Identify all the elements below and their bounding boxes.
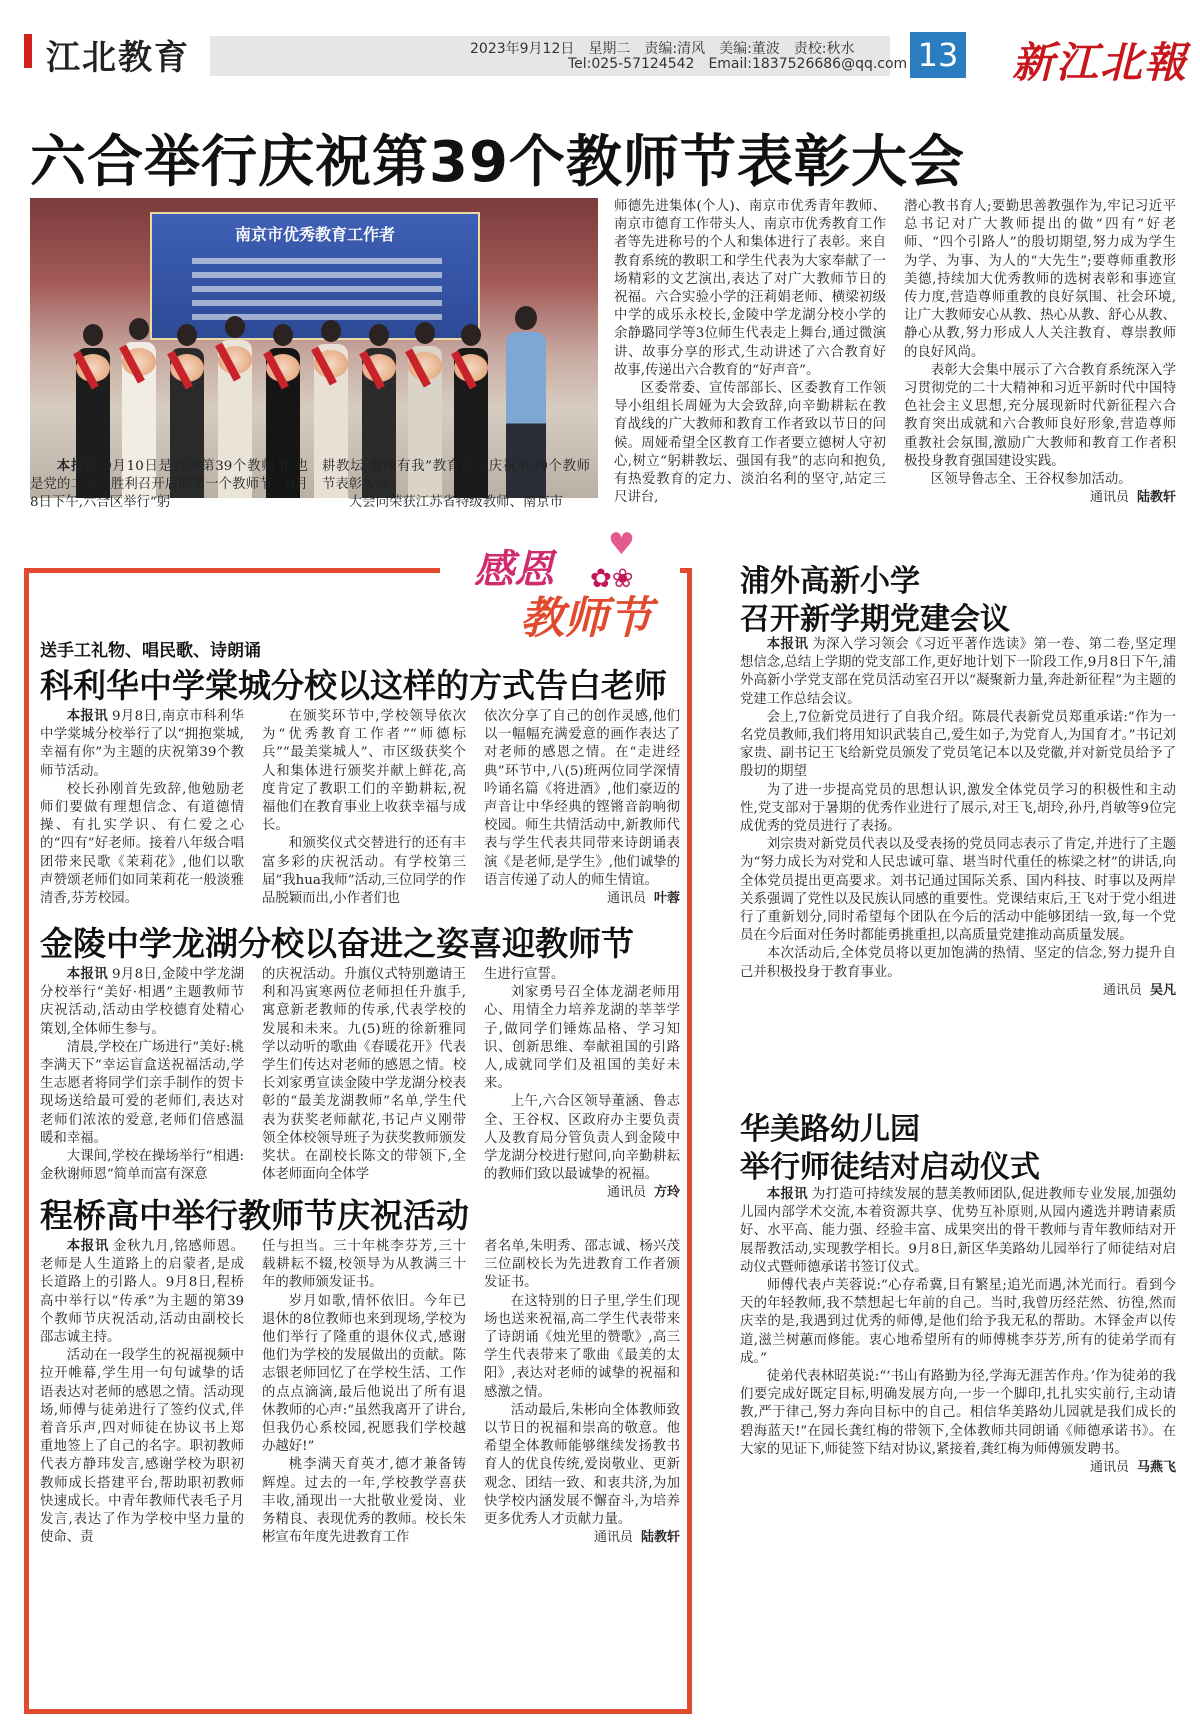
- paragraph: 和颁奖仪式交替进行的还有丰富多彩的庆祝活动。有学校第三届“我hua我师”活动,三位同学的作品脱颖而出,小作者们也: [262, 836, 466, 907]
- banner-row: [192, 258, 442, 264]
- story-headline-line-2: 召开新学期党建会议: [740, 602, 1010, 637]
- contact-email: Email:1837526686@qq.com: [708, 56, 908, 72]
- paragraph: 本次活动后,全体党员将以更加饱满的热情、坚定的信念,努力提升自己并积极投身于教育事业。: [740, 946, 1176, 980]
- newspaper-masthead: 新江北報: [1012, 38, 1189, 87]
- story-headline-line-2: 举行师徒结对启动仪式: [740, 1150, 1040, 1185]
- paragraph: 徒弟代表林昭英说:“‘书山有路勤为径,学海无涯苦作舟。’作为徒弟的我们要完成好既定目标,明确发展方向,一步一个脚印,扎扎实实前行,主动请教,严于律己,努力奔向目标中的自己。相信华美路幼儿园就是我们成长的碧海蓝天!”在园长龚红梅的带领下,全体教师共同朗诵《师德承诺书》。在大家的见证下,师徒签下结对协议,紧接着,龚红梅为师傅颁发聘书。: [740, 1369, 1176, 1457]
- contact-tel: Tel:025-57124542: [568, 56, 695, 72]
- feature-story3-column-1: 本报讯 金秋九月,铭感师恩。老师是人生道路上的启蒙者,是成长道路上的引路人。9月8日,程桥高中举行以“传承”为主题的第39个教师节庆祝活动,活动由副校长邵志诚主持。 活动在一段学生的祝福视频中拉开帷幕,学生用一句句诚挚的话语表达对老师的感恩之情。活动现场,师傅与徒弟进行了签约仪式,伴着音乐声,四对师徒在协议书上郑重地签上了自己的名字。职初教师代表方静玮发言,感谢学校为职初教师成长搭建平台,帮助职初教师快速成长。中青年教师代表毛子月发言,表达了作为学校中坚力量的使命、责: [40, 1238, 244, 1708]
- right-story2-body: 本报讯 为打造可持续发展的慧美教师团队,促进教师专业发展,加强幼儿园内部学术交流,本着资源共享、优势互补原则,从园内遴选并聘请素质好、水平高、能力强、经验丰富、成果突出的骨干教师与青年教师结对开展帮教活动,实现教学相长。9月8日,新区华美路幼儿园举行了师徒结对启动仪式暨师德承诺书签订仪式。 师傅代表卢芙蓉说:“心存希冀,目有繁星;追光而遇,沐光而行。看到今天的年轻教师,我不禁想起七年前的自己。当时,我曾历经茫然、彷徨,然而庆幸的是,我遇到过优秀的师傅,是他们给予我无私的帮助。木铎金声以传道,滋兰树蕙而修能。衷心地希望所有的师傅桃李芬芳,所有的徒弟学而有成。” 徒弟代表林昭英说:“‘书山有路勤为径,学海无涯苦作舟。’作为徒弟的我们要完成好既定目标,明确发展方向,一步一个脚印,扎扎实实前行,主动请教,严于律己,努力奔向目标中的自己。相信华美路幼儿园就是我们成长的碧海蓝天!”在园长龚红梅的带领下,全体教师共同朗诵《师德承诺书》。在大家的见证下,师徒签下结对协议,紧接着,龚红梅为师傅颁发聘书。 通讯员 马燕飞: [740, 1186, 1176, 1716]
- feature-story2-column-1: 本报讯 9月8日,金陵中学龙湖分校举行“美好·相遇”主题教师节庆祝活动,活动由学校德育处精心策划,全体师生参与。 清晨,学校在广场进行“美好:桃李满天下”幸运盲盒送祝福活动,学生志愿者将同学们亲手制作的贺卡现场送给最可爱的老师们,表达对老师们浓浓的爱意,老师们倍感温暖和幸福。 大课间,学校在操场举行“相遇:金秋谢师恩”简单而富有深意: [40, 966, 244, 1184]
- byline: 通讯员 马燕飞: [1089, 1460, 1176, 1476]
- paragraph: 耕教坛,强国有我”教育系统庆祝第39个教师节表彰大会。: [322, 459, 590, 493]
- story-headline: 科利华中学棠城分校以这样的方式告白老师: [40, 666, 667, 705]
- section-name: 江北教育: [46, 38, 190, 78]
- paragraph: 9月10日是我国第39个教师节,也是党的二十大胜利召开后的第一个教师节。9月8日下午,六合区举行“躬: [30, 459, 309, 511]
- paragraph: 者名单,朱明秀、邵志诚、杨兴茂三位副校长为先进教育工作者颁发证书。: [484, 1239, 680, 1291]
- feature-story1-column-1: 本报讯 9月8日,南京市科利华中学棠城分校举行了以“拥抱棠城,幸福有你”为主题的庆祝第39个教师节活动。 校长孙刚首先致辞,他勉励老师们要做有理想信念、有道德情操、有扎实学识、有仁爱之心的“四有”好老师。接着八年级合唱团带来民歌《茉莉花》,他们以歌声赞颂老师们如同茉莉花一般淡雅清香,芬芳校园。: [40, 708, 244, 908]
- issue-weekday: 星期二: [588, 41, 631, 57]
- paragraph: 活动最后,朱彬向全体教师致以节日的祝福和崇高的敬意。他希望全体教师能够继续发扬教书育人的优良传统,爱岗敬业、更新观念、团结一致、和衷共济,为加快学校内涵发展不懈奋斗,为培养更多优秀人才贡献力量。: [484, 1402, 680, 1528]
- paragraph: 依次分享了自己的创作灵感,他们以一幅幅充满爱意的画作表达了对老师的感恩之情。在“走进经典”环节中,八(5)班两位同学深情吟诵名篇《将进酒》,他们豪迈的声音让中华经典的铿锵音韵响彻校园。师生共情活动中,新教师代表与学生代表共同带来诗朗诵表演《是老师,是学生》,他们诚挚的语言传递了动人的师生情谊。: [484, 709, 680, 888]
- feature-story1-column-3: [484, 708, 680, 908]
- section-accent-bar: [24, 34, 32, 68]
- byline: 通讯员 吴凡: [1102, 982, 1176, 998]
- paragraph: 区领导鲁志全、王谷权参加活动。: [930, 472, 1132, 488]
- paragraph: 活动在一段学生的祝福视频中拉开帷幕,学生用一句句诚挚的话语表达对老师的感恩之情。活动现场,师傅与徒弟进行了签约仪式,伴着音乐声,四对师徒在协议书上郑重地签上了自己的名字。职初教师代表方静玮发言,感谢学校为职初教师成长搭建平台,帮助职初教师快速成长。中青年教师代表毛子月发言,表达了作为学校中坚力量的使命、责: [40, 1348, 244, 1546]
- lead-story-column-3: [614, 198, 886, 552]
- paragraph: 刘宗贵对新党员代表以及受表扬的党员同志表示了肯定,并进行了主题为“努力成长为对党和人民忠诚可靠、堪当时代重任的栋梁之材”的讲话,向全体党员提出更高要求。刘书记通过国际关系、国内科技、时事以及两岸关系强调了党性以及民族认同感的重要性。党课结束后,王飞对于党小组进行了重新划分,同时希望每个团队在今后的活动中能够团结一致,每一个党员在今后面对任务时都能勇挑重担,以高质量党建推动高质量发展。: [740, 837, 1176, 944]
- byline: 通讯员 叶蓉: [606, 891, 680, 907]
- banner-title: 南京市优秀教育工作者: [234, 225, 395, 244]
- story-headline-line-1: 华美路幼儿园: [740, 1112, 920, 1147]
- paragraph: 潜心教书育人;要勤思善教强作为,牢记习近平总书记对广大教师提出的做“四有”好老师、“四个引路人”的殷切期望,努力成为学生为学、为事、为人的“大先生”;要尊师重教形美德,持续加大优秀教师的选树表彰和事迹宣传力度,营造尊师重教的良好氛围、社会环境,让广大教师安心从教、热心从教、舒心从教、静心从教,努力形成人人关注教育、尊崇教师的良好风尚。: [904, 199, 1176, 360]
- paragraph: 的庆祝活动。升旗仪式特别邀请王利和冯寅寒两位老师担任升旗手,寓意新老教师的传承,代表学校的发展和未来。九(5)班的徐新雅同学以动听的歌曲《春暖花开》代表学生们传达对老师的感恩之情。校长刘家勇宣读金陵中学龙湖分校表彰的“最美龙湖教师”名单,学生代表为获奖老师献花,书记卢义刚带领全体校领导班子为获奖教师颁发奖状。在副校长陈文的带领下,全体老师面向全体学: [262, 967, 466, 1183]
- logo-line-1: 感恩: [474, 546, 554, 593]
- paragraph: 在这特别的日子里,学生们现场也送来祝福,高二学生代表带来了诗朗诵《烛光里的赞歌》,高三学生代表带来了歌曲《最美的太阳》,表达对老师的诚挚的祝福和感激之情。: [484, 1293, 680, 1400]
- designer-credit: 美编:董波: [719, 41, 780, 57]
- feature-story2-column-3: 生进行宣誓。 刘家勇号召全体龙湖老师用心、用情全力培养龙湖的莘莘学子,做同学们锤炼品格、学习知识、创新思维、奉献祖国的引路人,成就同学们及祖国的美好未来。 上午,六合区领导董涵、鲁志全、王谷权、区政府办主要负责人及教育局分管负责人到金陵中学龙湖分校进行慰问,向辛勤耕耘的教师们致以最诚挚的祝福。 通讯员 方玲: [484, 966, 680, 1184]
- issue-info-line: [470, 38, 869, 58]
- byline: 通讯员 陆教轩: [1089, 490, 1176, 506]
- feature-story1-column-2: [262, 708, 466, 908]
- proofreader-credit: 责校:秋水: [793, 41, 855, 57]
- banner-row: [192, 286, 442, 292]
- award-ceremony-photo: [30, 198, 598, 498]
- paragraph: 为了进一步提高党员的思想认识,激发全体党员学习的积极性和主动性,党支部对于暑期的优秀作业进行了展示,对王飞,胡玲,孙丹,肖敏等9位完成优秀的党员进行了表扬。: [740, 782, 1176, 835]
- teachers-day-logo: [440, 520, 680, 646]
- byline: 通讯员 陆教轩: [593, 1530, 680, 1546]
- paragraph: 区委常委、宣传部部长、区委教育工作领导小组组长周娅为大会致辞,向辛勤耕耘在教育战线的广大教师和教育工作者致以节日的问候。周娅希望全区教育工作者要立德树人守初心,树立“躬耕教坛、强国有我”的志向和抱负,有热爱教育的定力、淡泊名利的坚守,站定三尺讲台,: [614, 381, 886, 506]
- heart-icon: ♥: [608, 527, 635, 562]
- paragraph: 会上,7位新党员进行了自我介绍。陈晨代表新党员郑重承诺:“作为一名党员教师,我们将用知识武装自己,爱生如子,为党育人,为国育才。”书记刘家贵、副书记王飞给新党员颁发了党员笔记本以及党徽,并对新党员给予了殷切的期望: [740, 709, 1176, 780]
- editor-credit: 责编:清风: [644, 41, 706, 57]
- flower-icon: ✿❀: [590, 564, 634, 594]
- paragraph: 生进行宣誓。: [484, 967, 565, 982]
- byline: 通讯员 方玲: [606, 1185, 680, 1201]
- paragraph: 表彰大会集中展示了六合教育系统深入学习贯彻党的二十大精神和习近平新时代中国特色社会主义思想,充分展现新时代新征程六合教育突出成就和六合教师良好形象,营造尊师重教社会氛围,激励广大教师和教育工作者积极投身教育强国建设实践。: [904, 362, 1176, 469]
- feature-story3-column-3: [484, 1238, 680, 1708]
- paragraph: 岁月如歌,情怀依旧。今年已退休的8位教师也来到现场,学校为他们举行了隆重的退休仪式,感谢他们为学校的发展做出的贡献。陈志银老师回忆了在学校生活、工作的点点滴滴,最后他说出了所有退休教师的心声:“虽然我离开了讲台,但我仍心系校园,祝愿我们学校越办越好!”: [262, 1293, 466, 1455]
- paragraph: 在颁奖环节中,学校领导依次为“优秀教育工作者”“师德标兵”“最美棠城人”、市区级获奖个人和集体进行颁奖并献上鲜花,高度肯定了教职工们的辛勤耕耘,祝福他们在教育事业上收获幸福与成长。: [262, 709, 466, 834]
- banner-row: [192, 300, 442, 306]
- story-headline: 程桥高中举行教师节庆祝活动: [40, 1196, 469, 1235]
- page-number: 13: [910, 32, 966, 78]
- paragraph: 大会向荣获江苏省特级教师、南京市: [348, 495, 564, 511]
- lead-headline: 六合举行庆祝第39个教师节表彰大会: [30, 130, 965, 195]
- paragraph: 桃李满天育英才,德才兼备铸辉煌。过去的一年,学校教学喜获丰收,涌现出一大批敬业爱岗、业务精良、表现优秀的教师。校长朱彬宣布年度先进教育工作: [262, 1457, 466, 1546]
- paragraph: 大课间,学校在操场举行“相遇:金秋谢师恩”简单而富有深意: [40, 1149, 244, 1183]
- paragraph: 清晨,学校在广场进行“美好:桃李满天下”幸运盲盒送祝福活动,学生志愿者将同学们亲手制作的贺卡现场送给最可爱的老师们,表达对老师们浓浓的爱意,老师们倍感温暖和幸福。: [40, 1039, 244, 1146]
- feature-story3-column-2: [262, 1238, 466, 1708]
- story-headline: 金陵中学龙湖分校以奋进之姿喜迎教师节: [40, 924, 634, 963]
- paragraph: 校长孙刚首先致辞,他勉励老师们要做有理想信念、有道德情操、有扎实学识、有仁爱之心的“四有”好老师。接着八年级合唱团带来民歌《茉莉花》,他们以歌声赞颂老师们如同茉莉花一般淡雅清香,芬芳校园。: [40, 781, 244, 907]
- lead-story-column-1: [30, 458, 308, 548]
- page-header: [0, 0, 1200, 100]
- contact-info-line: [568, 56, 921, 72]
- logo-line-2: 教师节: [520, 593, 652, 644]
- banner-row: [192, 272, 442, 278]
- paragraph: 任与担当。三十年桃李芬芳,三十载耕耘不辍,校领导为从教满三十年的教师颁发证书。: [262, 1239, 466, 1291]
- story-kicker: 送手工礼物、唱民歌、诗朗诵: [40, 641, 261, 661]
- lead-marker: 本报讯: [56, 459, 100, 474]
- lead-story-column-4: [904, 198, 1176, 552]
- right-story1-body: 本报讯 为深入学习领会《习近平著作选读》第一卷、第二卷,坚定理想信念,总结上学期的党支部工作,更好地计划下一阶段工作,9月8日下午,浦外高新小学党支部在党员活动室召开以“凝聚新力量,奔赴新征程”为主题的党建工作总结会议。 会上,7位新党员进行了自我介绍。陈晨代表新党员郑重承诺:“作为一名党员教师,我们将用知识武装自己,爱生如子,为党育人,为国育才。”书记刘家贵、副书记王飞给新党员颁发了党员笔记本以及党徽,并对新党员给予了殷切的期望 为了进一步提高党员的思想认识,激发全体党员学习的积极性和主动性,党支部对于暑期的优秀作业进行了展示,对王飞,胡玲,孙丹,肖敏等9位完成优秀的党员进行了表扬。 刘宗贵对新党员代表以及受表扬的党员同志表示了肯定,并进行了主题为“努力成长为对党和人民忠诚可靠、堪当时代重任的栋梁之材”的讲话,向全体党员提出更高要求。刘书记通过国际关系、国内科技、时事以及两岸关系强调了党性以及民族认同感的重要性。党课结束后,王飞对于党小组进行了重新划分,同时希望每个团队在今后的活动中能够团结一致,每一个党员在今后面对任务时都能勇挑重担,以高质量党建推动高质量发展。 本次活动后,全体党员将以更加饱满的热情、坚定的信念,努力提升自己并积极投身于教育事业。 通讯员 吴凡: [740, 636, 1176, 1080]
- paragraph: 师傅代表卢芙蓉说:“心存希冀,目有繁星;追光而遇,沐光而行。看到今天的年轻教师,我不禁想起七年前的自己。当时,我曾历经茫然、彷徨,然而庆幸的是,我遇到过优秀的师傅,是他们给予我无私的帮助。木铎金声以传道,滋兰树蕙而修能。衷心地希望所有的师傅桃李芬芳,所有的徒弟学而有成。”: [740, 1278, 1176, 1366]
- story-headline-line-1: 浦外高新小学: [740, 564, 920, 599]
- feature-story2-column-2: [262, 966, 466, 1184]
- issue-date: 2023年9月12日: [470, 41, 575, 57]
- paragraph: 师德先进集体(个人)、南京市优秀青年教师、南京市德育工作带头人、南京市优秀教育工作者等先进称号的个人和集体进行了表彰。来自教育系统的教职工和学生代表为大家奉献了一场精彩的文艺演出,表达了对广大教师节日的祝福。六合实验小学的汪莉娟老师、横梁初级中学的成乐永校长,金陵中学龙湖分校小学的余静璐同学等3位师生代表走上舞台,通过微演讲、故事分享的形式,生动讲述了六合教育好故事,传递出六合教育的“好声音”。: [614, 199, 886, 378]
- paragraph: 上午,六合区领导董涵、鲁志全、王谷权、区政府办主要负责人及教育局分管负责人到金陵中学龙湖分校进行慰问,向辛勤耕耘的教师们致以最诚挚的祝福。: [484, 1094, 680, 1183]
